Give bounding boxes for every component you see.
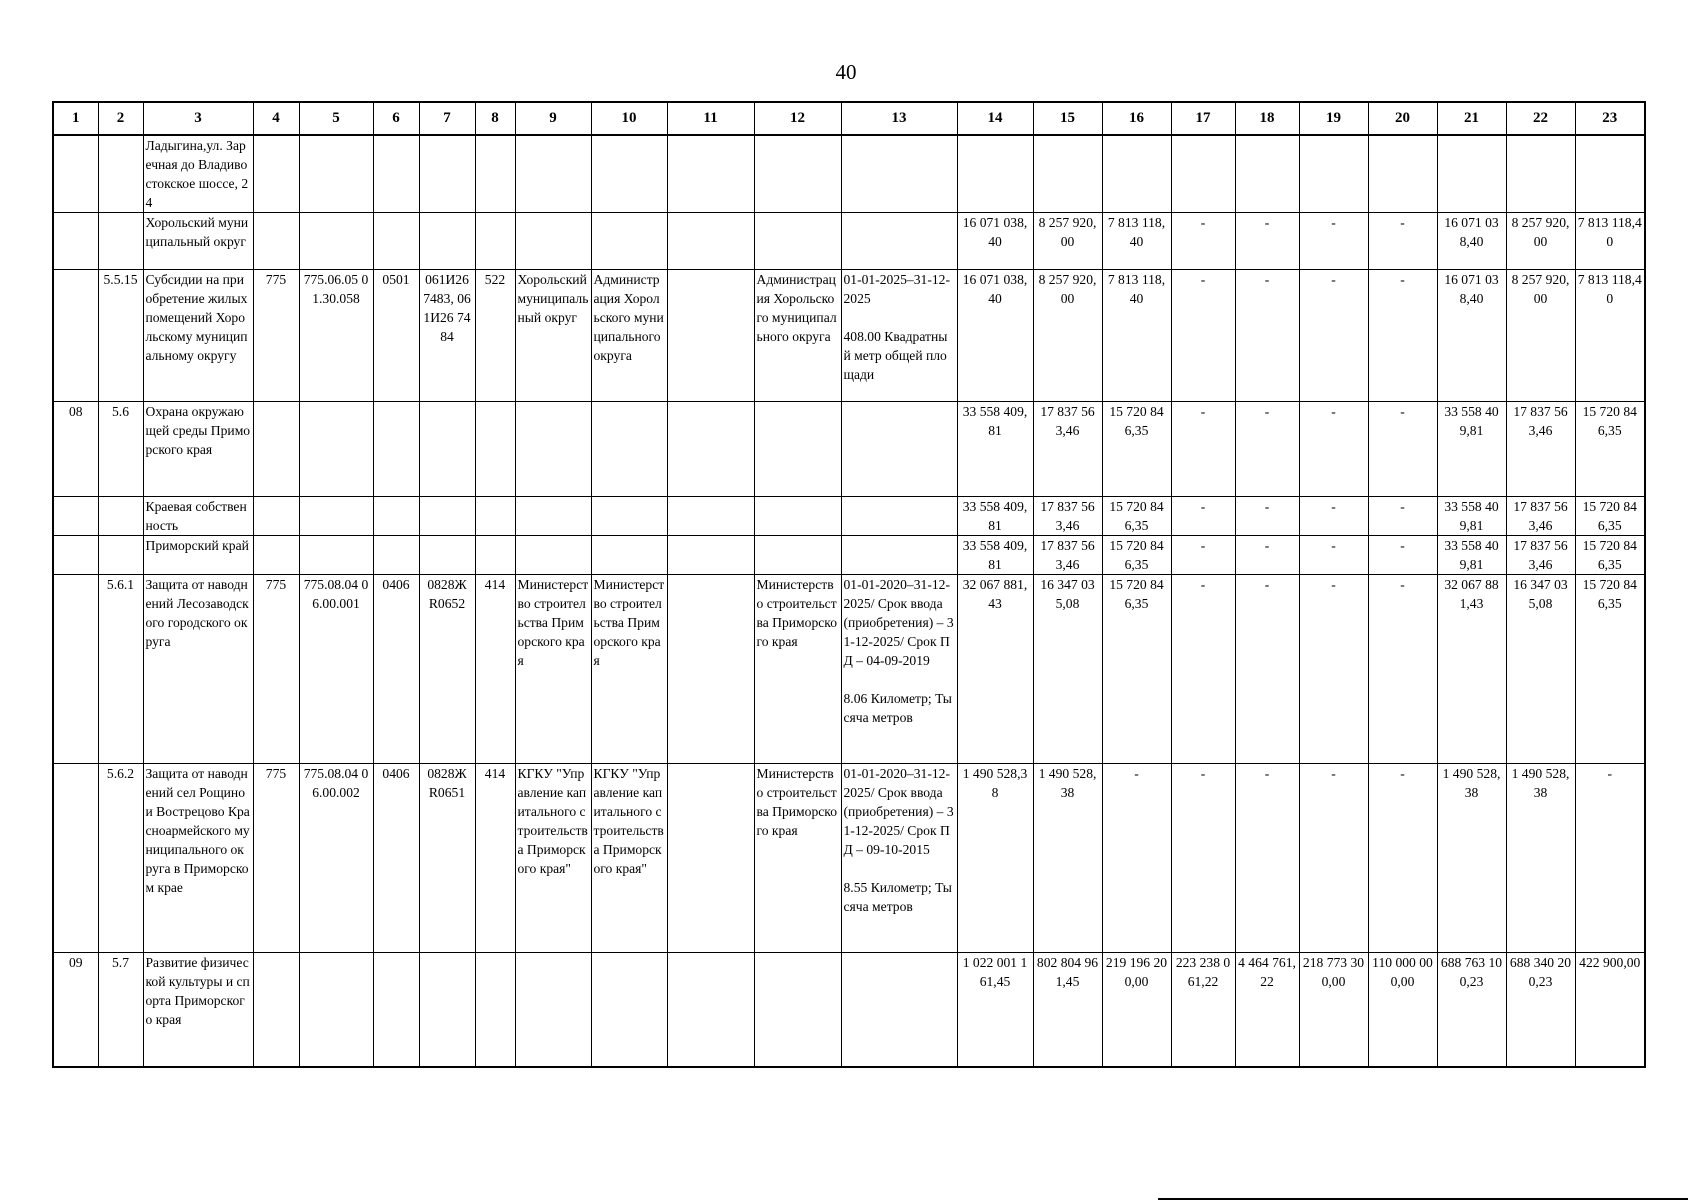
cell-col-22: 17 837 563,46 [1506, 536, 1575, 575]
cell-col-19: - [1299, 270, 1368, 402]
cell-col-18: - [1235, 213, 1299, 270]
cell-col-16: 15 720 846,35 [1102, 402, 1171, 497]
cell-col-13 [841, 402, 957, 497]
col-header: 8 [475, 102, 515, 135]
cell-col-14: 16 071 038,40 [957, 213, 1033, 270]
cell-col-11 [667, 270, 754, 402]
cell-col-4 [253, 135, 299, 213]
cell-col-4 [253, 953, 299, 1067]
cell-col-10 [591, 402, 667, 497]
indicator-text: 8.06 Километр; Тысяча метров [843, 691, 952, 725]
cell-col-10 [591, 135, 667, 213]
cell-col-13 [841, 764, 957, 953]
cell-col-4: 775 [253, 575, 299, 764]
table-row [53, 270, 1645, 402]
col-header: 13 [841, 102, 957, 135]
cell-col-14: 33 558 409,81 [957, 402, 1033, 497]
cell-col-11 [667, 764, 754, 953]
cell-col-23: 15 720 846,35 [1575, 497, 1645, 536]
cell-col-20: - [1368, 270, 1437, 402]
cell-col-23: 15 720 846,35 [1575, 402, 1645, 497]
cell-col-9 [515, 536, 591, 575]
cell-col-18: - [1235, 575, 1299, 764]
cell-col-12 [754, 135, 841, 213]
cell-col-23: - [1575, 764, 1645, 953]
cell-col-1 [53, 135, 98, 213]
cell-col-17 [1171, 135, 1235, 213]
cell-col-20: 110 000 000,00 [1368, 953, 1437, 1067]
cell-col-15: 17 837 563,46 [1033, 536, 1102, 575]
cell-col-7: 0828Ж R0652 [419, 575, 475, 764]
cell-col-14: 16 071 038,40 [957, 270, 1033, 402]
cell-col-4 [253, 497, 299, 536]
cell-col-9: Министерство строительства Приморского края [515, 575, 591, 764]
cell-col-7 [419, 213, 475, 270]
cell-col-1 [53, 497, 98, 536]
cell-col-2: 5.6 [98, 402, 143, 497]
col-header: 22 [1506, 102, 1575, 135]
table-row [53, 402, 1645, 497]
cell-col-11 [667, 213, 754, 270]
cell-col-14: 1 490 528,38 [957, 764, 1033, 953]
cell-col-1 [53, 213, 98, 270]
cell-col-9 [515, 135, 591, 213]
table-row [53, 213, 1645, 270]
col-header: 2 [98, 102, 143, 135]
cell-col-18: 4 464 761,22 [1235, 953, 1299, 1067]
cell-col-6: 0501 [373, 270, 419, 402]
col-header: 10 [591, 102, 667, 135]
cell-col-10 [591, 213, 667, 270]
cell-col-21: 33 558 409,81 [1437, 402, 1506, 497]
col-header: 19 [1299, 102, 1368, 135]
cell-col-1 [53, 764, 98, 953]
cell-col-2 [98, 135, 143, 213]
cell-col-5: 775.06.05 01.30.058 [299, 270, 373, 402]
cell-col-12 [754, 402, 841, 497]
cell-col-20: - [1368, 575, 1437, 764]
cell-col-20 [1368, 135, 1437, 213]
period-text: 01-01-2025–31-12-2025 [843, 272, 950, 306]
cell-col-23: 7 813 118,40 [1575, 213, 1645, 270]
cell-col-3: Приморский край [143, 536, 253, 575]
col-header: 18 [1235, 102, 1299, 135]
cell-col-4: 775 [253, 270, 299, 402]
cell-col-4 [253, 536, 299, 575]
cell-col-5 [299, 953, 373, 1067]
cell-col-10 [591, 953, 667, 1067]
col-header: 4 [253, 102, 299, 135]
cell-col-3: Защита от наводнений сел Рощино и Вострецово Красноармейского муниципального округа в Приморском крае [143, 764, 253, 953]
cell-col-21: 1 490 528,38 [1437, 764, 1506, 953]
col-header: 23 [1575, 102, 1645, 135]
cell-col-2: 5.6.2 [98, 764, 143, 953]
period-text: 01-01-2020–31-12-2025/ Срок ввода (приобретения) – 31-12-2025/ Срок ПД – 09-10-2015 [843, 766, 954, 857]
table-row [53, 764, 1645, 953]
col-header: 7 [419, 102, 475, 135]
cell-col-13 [841, 270, 957, 402]
cell-col-4 [253, 402, 299, 497]
cell-col-19: - [1299, 497, 1368, 536]
cell-col-20: - [1368, 402, 1437, 497]
cell-col-8 [475, 213, 515, 270]
col-header: 16 [1102, 102, 1171, 135]
cell-col-16: 7 813 118,40 [1102, 270, 1171, 402]
cell-col-6 [373, 135, 419, 213]
cell-col-3: Развитие физической культуры и спорта Приморского края [143, 953, 253, 1067]
cell-col-13 [841, 575, 957, 764]
cell-col-16: 7 813 118,40 [1102, 213, 1171, 270]
cell-col-12 [754, 953, 841, 1067]
cell-col-5: 775.08.04 06.00.001 [299, 575, 373, 764]
cell-col-8: 522 [475, 270, 515, 402]
cell-col-15: 802 804 961,45 [1033, 953, 1102, 1067]
cell-col-21: 33 558 409,81 [1437, 497, 1506, 536]
cell-col-20: - [1368, 213, 1437, 270]
cell-col-13 [841, 135, 957, 213]
cell-col-12: Министерство строительства Приморского края [754, 764, 841, 953]
cell-col-3: Краевая собственность [143, 497, 253, 536]
col-header: 6 [373, 102, 419, 135]
cell-col-6 [373, 402, 419, 497]
cell-col-8 [475, 536, 515, 575]
cell-col-13 [841, 536, 957, 575]
cell-col-6 [373, 213, 419, 270]
cell-col-1 [53, 575, 98, 764]
cell-col-5 [299, 135, 373, 213]
cell-col-1 [53, 270, 98, 402]
cell-col-6: 0406 [373, 575, 419, 764]
col-header: 9 [515, 102, 591, 135]
cell-col-22: 17 837 563,46 [1506, 402, 1575, 497]
col-header: 5 [299, 102, 373, 135]
cell-col-5 [299, 536, 373, 575]
cell-col-20: - [1368, 497, 1437, 536]
cell-col-14: 1 022 001 161,45 [957, 953, 1033, 1067]
cell-col-23 [1575, 135, 1645, 213]
cell-col-11 [667, 402, 754, 497]
cell-col-22: 1 490 528,38 [1506, 764, 1575, 953]
table-row [53, 575, 1645, 764]
cell-col-14 [957, 135, 1033, 213]
cell-col-10: Министерство строительства Приморского края [591, 575, 667, 764]
cell-col-18: - [1235, 270, 1299, 402]
cell-col-17: - [1171, 497, 1235, 536]
cell-col-2: 5.5.15 [98, 270, 143, 402]
cell-col-16: 15 720 846,35 [1102, 536, 1171, 575]
cell-col-8 [475, 953, 515, 1067]
cell-col-8 [475, 135, 515, 213]
cell-col-10 [591, 536, 667, 575]
cell-col-20: - [1368, 764, 1437, 953]
cell-col-21 [1437, 135, 1506, 213]
cell-col-2 [98, 213, 143, 270]
col-header: 11 [667, 102, 754, 135]
col-header: 21 [1437, 102, 1506, 135]
cell-col-19: - [1299, 402, 1368, 497]
cell-col-1: 09 [53, 953, 98, 1067]
cell-col-6 [373, 536, 419, 575]
cell-col-15: 16 347 035,08 [1033, 575, 1102, 764]
cell-col-3: Ладыгина,ул. Заречная до Владивостокское шоссе, 24 [143, 135, 253, 213]
cell-col-6 [373, 497, 419, 536]
cell-col-21: 33 558 409,81 [1437, 536, 1506, 575]
cell-col-17: - [1171, 575, 1235, 764]
cell-col-8: 414 [475, 575, 515, 764]
cell-col-17: - [1171, 270, 1235, 402]
cell-col-16: 15 720 846,35 [1102, 497, 1171, 536]
cell-col-20: - [1368, 536, 1437, 575]
cell-col-7: 0828Ж R0651 [419, 764, 475, 953]
col-header: 20 [1368, 102, 1437, 135]
cell-col-19: 218 773 300,00 [1299, 953, 1368, 1067]
cell-col-10: Администрация Хорольского муниципального округа [591, 270, 667, 402]
table-row [53, 135, 1645, 213]
cell-col-1 [53, 536, 98, 575]
cell-col-9 [515, 402, 591, 497]
cell-col-7: 061И26 7483, 061И26 7484 [419, 270, 475, 402]
cell-col-18: - [1235, 536, 1299, 575]
cell-col-5 [299, 497, 373, 536]
cell-col-11 [667, 497, 754, 536]
table-row [53, 497, 1645, 536]
cell-col-5: 775.08.04 06.00.002 [299, 764, 373, 953]
cell-col-13 [841, 497, 957, 536]
table-row [53, 953, 1645, 1067]
cell-col-10: КГКУ "Управление капитального строительства Приморского края" [591, 764, 667, 953]
cell-col-17: - [1171, 213, 1235, 270]
cell-col-18 [1235, 135, 1299, 213]
col-header: 3 [143, 102, 253, 135]
cell-col-23: 422 900,00 [1575, 953, 1645, 1067]
cell-col-8 [475, 497, 515, 536]
cell-col-22: 8 257 920,00 [1506, 213, 1575, 270]
header-row [53, 102, 1645, 135]
cell-col-18: - [1235, 402, 1299, 497]
cell-col-12: Министерство строительства Приморского края [754, 575, 841, 764]
cell-col-9 [515, 213, 591, 270]
cell-col-2: 5.6.1 [98, 575, 143, 764]
cell-col-13 [841, 213, 957, 270]
col-header: 15 [1033, 102, 1102, 135]
cell-col-15: 8 257 920,00 [1033, 213, 1102, 270]
cell-col-15: 17 837 563,46 [1033, 402, 1102, 497]
cell-col-23: 15 720 846,35 [1575, 575, 1645, 764]
cell-col-9: Хорольский муниципальный округ [515, 270, 591, 402]
cell-col-3: Защита от наводнений Лесозаводского городского округа [143, 575, 253, 764]
budget-table [52, 101, 1646, 1068]
cell-col-10 [591, 497, 667, 536]
cell-col-2: 5.7 [98, 953, 143, 1067]
cell-col-22 [1506, 135, 1575, 213]
cell-col-23: 7 813 118,40 [1575, 270, 1645, 402]
cell-col-7 [419, 402, 475, 497]
col-header: 14 [957, 102, 1033, 135]
cell-col-7 [419, 536, 475, 575]
cell-col-12: Администрация Хорольского муниципального округа [754, 270, 841, 402]
cell-col-19: - [1299, 764, 1368, 953]
cell-col-13 [841, 953, 957, 1067]
cell-col-14: 33 558 409,81 [957, 497, 1033, 536]
cell-col-7 [419, 135, 475, 213]
cell-col-4: 775 [253, 764, 299, 953]
period-text: 01-01-2020–31-12-2025/ Срок ввода (приобретения) – 31-12-2025/ Срок ПД – 04-09-2019 [843, 577, 954, 668]
cell-col-3: Хорольский муниципальный округ [143, 213, 253, 270]
cell-col-6 [373, 953, 419, 1067]
cell-col-15: 1 490 528,38 [1033, 764, 1102, 953]
cell-col-11 [667, 135, 754, 213]
cell-col-17: - [1171, 764, 1235, 953]
cell-col-3: Субсидии на приобретение жилых помещений Хорольскому муниципальному округу [143, 270, 253, 402]
cell-col-15: 8 257 920,00 [1033, 270, 1102, 402]
cell-col-23: 15 720 846,35 [1575, 536, 1645, 575]
col-header: 1 [53, 102, 98, 135]
cell-col-21: 688 763 100,23 [1437, 953, 1506, 1067]
cell-col-19: - [1299, 575, 1368, 764]
cell-col-8 [475, 402, 515, 497]
cell-col-9 [515, 953, 591, 1067]
cell-col-9: КГКУ "Управление капитального строительства Приморского края" [515, 764, 591, 953]
cell-col-14: 32 067 881,43 [957, 575, 1033, 764]
cell-col-3: Охрана окружающей среды Приморского края [143, 402, 253, 497]
cell-col-16: 219 196 200,00 [1102, 953, 1171, 1067]
cell-col-17: - [1171, 402, 1235, 497]
cell-col-2 [98, 497, 143, 536]
cell-col-1: 08 [53, 402, 98, 497]
cell-col-21: 16 071 038,40 [1437, 213, 1506, 270]
cell-col-6: 0406 [373, 764, 419, 953]
cell-col-22: 8 257 920,00 [1506, 270, 1575, 402]
cell-col-7 [419, 953, 475, 1067]
cell-col-19: - [1299, 213, 1368, 270]
cell-col-22: 17 837 563,46 [1506, 497, 1575, 536]
cell-col-12 [754, 497, 841, 536]
cell-col-19 [1299, 135, 1368, 213]
cell-col-4 [253, 213, 299, 270]
col-header: 12 [754, 102, 841, 135]
cell-col-11 [667, 953, 754, 1067]
cell-col-15 [1033, 135, 1102, 213]
cell-col-19: - [1299, 536, 1368, 575]
cell-col-2 [98, 536, 143, 575]
cell-col-11 [667, 536, 754, 575]
cell-col-22: 16 347 035,08 [1506, 575, 1575, 764]
cell-col-16: - [1102, 764, 1171, 953]
cell-col-17: 223 238 061,22 [1171, 953, 1235, 1067]
cell-col-18: - [1235, 764, 1299, 953]
cell-col-7 [419, 497, 475, 536]
cell-col-8: 414 [475, 764, 515, 953]
cell-col-22: 688 340 200,23 [1506, 953, 1575, 1067]
indicator-text: 8.55 Километр; Тысяча метров [843, 880, 952, 914]
cell-col-11 [667, 575, 754, 764]
cell-col-12 [754, 536, 841, 575]
col-header: 17 [1171, 102, 1235, 135]
cell-col-12 [754, 213, 841, 270]
cell-col-16 [1102, 135, 1171, 213]
cell-col-21: 32 067 881,43 [1437, 575, 1506, 764]
indicator-text: 408.00 Квадратный метр общей площади [843, 329, 948, 382]
cell-col-18: - [1235, 497, 1299, 536]
cell-col-16: 15 720 846,35 [1102, 575, 1171, 764]
table-row [53, 536, 1645, 575]
cell-col-15: 17 837 563,46 [1033, 497, 1102, 536]
cell-col-14: 33 558 409,81 [957, 536, 1033, 575]
cell-col-5 [299, 213, 373, 270]
cell-col-9 [515, 497, 591, 536]
cell-col-17: - [1171, 536, 1235, 575]
cell-col-21: 16 071 038,40 [1437, 270, 1506, 402]
cell-col-5 [299, 402, 373, 497]
page-number: 40 [835, 60, 857, 84]
